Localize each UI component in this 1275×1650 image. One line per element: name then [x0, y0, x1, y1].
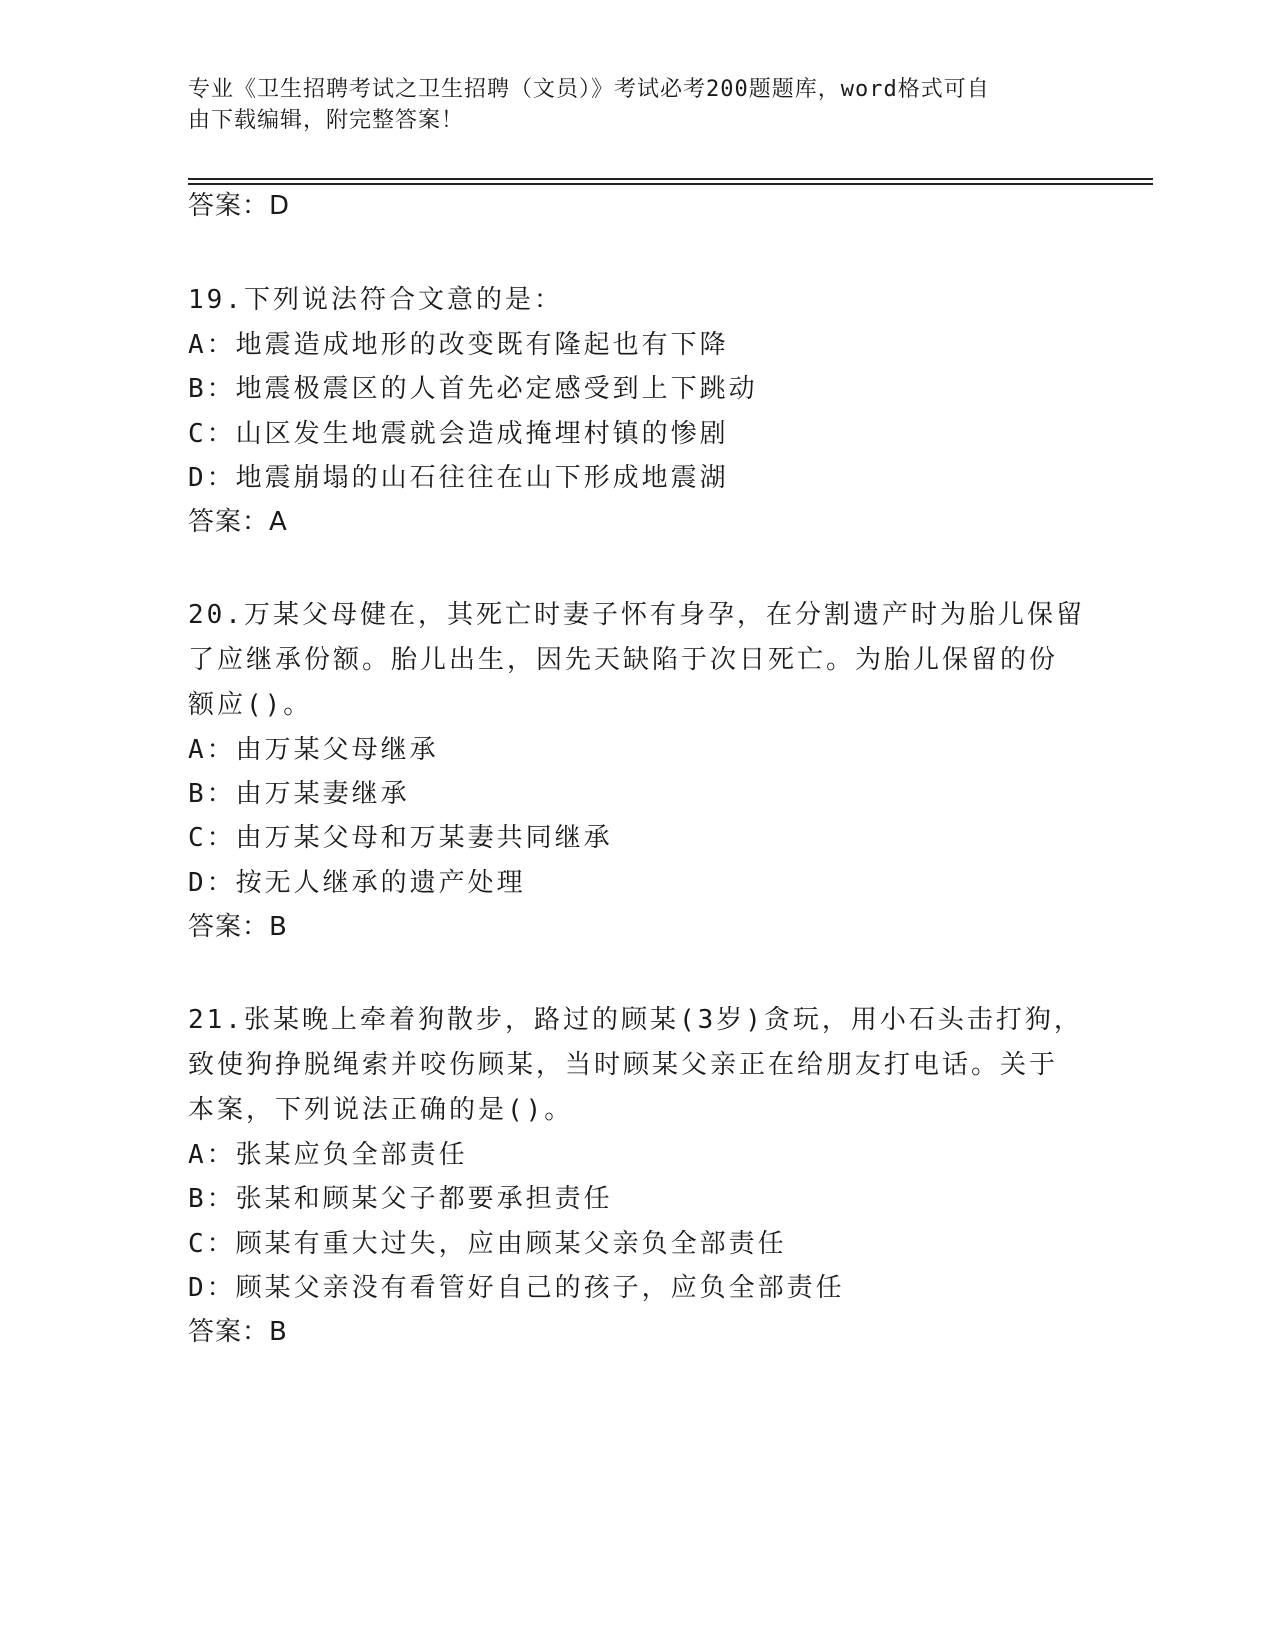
q19-stem: 19.下列说法符合文意的是： — [188, 285, 563, 315]
q21-stem-line-3: 本案，下列说法正确的是()。 — [188, 1095, 574, 1125]
answer-value: D — [269, 191, 291, 221]
q21-option-d: D：顾某父亲没有看管好自己的孩子，应负全部责任 — [188, 1273, 845, 1303]
q21-stem-line-2: 致使狗挣脱绳索并咬伤顾某，当时顾某父亲正在给朋友打电话。关于 — [188, 1050, 1059, 1080]
q19-answer — [188, 507, 288, 537]
header-divider-top — [188, 178, 1153, 180]
answer-value: A — [269, 507, 288, 537]
q20-stem-line-3: 额应()。 — [188, 690, 313, 720]
answer-label: 答案： — [188, 191, 270, 221]
answer-label: 答案： — [188, 1317, 270, 1347]
header-line-1: 专业《卫生招聘考试之卫生招聘（文员）》考试必考200题题库，word格式可自 — [188, 77, 990, 102]
q21-option-b: B：张某和顾某父子都要承担责任 — [188, 1184, 613, 1214]
header-line-2: 由下载编辑，附完整答案！ — [188, 108, 465, 133]
q20-option-b: B：由万某妻继承 — [188, 779, 410, 809]
q21-option-a: A：张某应负全部责任 — [188, 1140, 468, 1170]
answer-label: 答案： — [188, 912, 270, 942]
q19-option-b: B：地震极震区的人首先必定感受到上下跳动 — [188, 374, 758, 404]
q19-option-d: D：地震崩塌的山石往往在山下形成地震湖 — [188, 463, 729, 493]
q19-option-c: C：山区发生地震就会造成掩埋村镇的惨剧 — [188, 419, 729, 449]
q20-option-c: C：由万某父母和万某妻共同继承 — [188, 823, 613, 853]
q20-option-a: A：由万某父母继承 — [188, 735, 439, 765]
q20-stem-line-1: 20.万某父母健在，其死亡时妻子怀有身孕，在分割遗产时为胎儿保留 — [188, 600, 1085, 630]
header-divider-bottom — [188, 183, 1153, 185]
document-header — [188, 74, 1068, 136]
answer-value: B — [269, 912, 288, 942]
q21-answer — [188, 1317, 288, 1347]
q19-option-a: A：地震造成地形的改变既有隆起也有下降 — [188, 330, 729, 360]
q21-option-c: C：顾某有重大过失，应由顾某父亲负全部责任 — [188, 1229, 787, 1259]
q20-option-d: D：按无人继承的遗产处理 — [188, 868, 526, 898]
q20-answer — [188, 912, 288, 942]
answer-label: 答案： — [188, 507, 270, 537]
q20-stem-line-2: 了应继承份额。胎儿出生，因先天缺陷于次日死亡。为胎儿保留的份 — [188, 645, 1059, 675]
q21-stem-line-1: 21.张某晚上牵着狗散步，路过的顾某(3岁)贪玩，用小石头击打狗， — [188, 1005, 1083, 1035]
q18-answer — [188, 191, 290, 221]
answer-value: B — [269, 1317, 288, 1347]
